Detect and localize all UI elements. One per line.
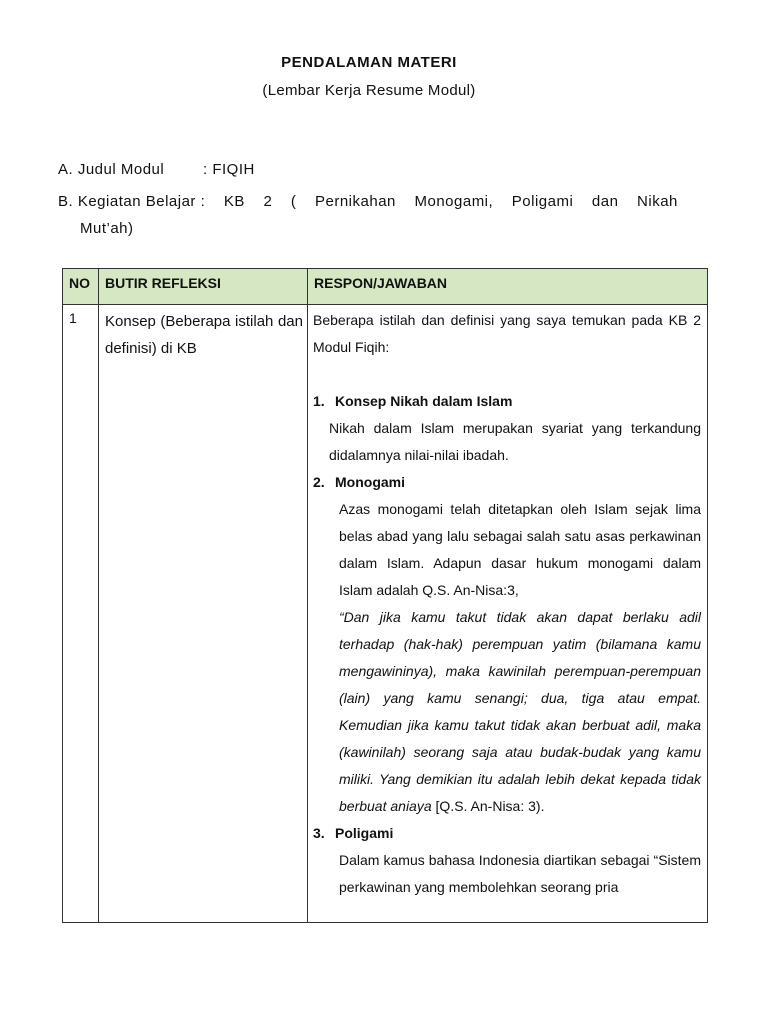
learning-activity-word: ( <box>290 193 297 210</box>
learning-activity-word: dan <box>591 193 619 210</box>
table-header-row <box>63 269 708 305</box>
learning-activity-line <box>58 188 678 242</box>
section-heading <box>313 820 701 847</box>
response-cell <box>308 305 708 923</box>
section-heading <box>313 469 701 496</box>
section-text: Nikah dalam Islam merupakan syariat yang terkandung didalamnya nilai-nilai ibadah. <box>329 420 701 463</box>
learning-activity-word: KB <box>223 193 245 210</box>
learning-activity-word: 2 <box>263 193 273 210</box>
reflection-item: Konsep (Beberapa istilah dan definisi) di KB <box>99 305 308 923</box>
learning-activity-word: Poligami <box>511 193 574 210</box>
learning-activity-label: B. Kegiatan Belajar : <box>58 193 206 210</box>
header-no: NO <box>63 269 99 305</box>
header-butir-refleksi: BUTIR REFLEKSI <box>99 269 308 305</box>
section-title: Poligami <box>335 825 394 841</box>
module-title-line <box>58 161 255 178</box>
learning-activity-word: Monogami, <box>414 193 494 210</box>
learning-activity-continuation: Mut’ah) <box>80 220 134 237</box>
row-number: 1 <box>63 305 99 923</box>
section-text: Dalam kamus bahasa Indonesia diartikan sebagai “Sistem perkawinan yang membolehkan seorang pria <box>339 852 701 895</box>
response-intro: Beberapa istilah dan definisi yang saya temukan pada KB 2 Modul Fiqih: <box>313 312 701 355</box>
document-title: PENDALAMAN MATERI <box>281 54 457 71</box>
learning-activity-word: Nikah <box>637 193 678 210</box>
module-title-label: A. Judul Modul <box>58 161 165 178</box>
section-title: Konsep Nikah dalam Islam <box>335 393 513 409</box>
section-heading <box>313 388 701 415</box>
quran-quote: “Dan jika kamu takut tidak akan dapat berlaku adil terhadap (hak-hak) perempuan yatim (bilamana kamu mengawininya), maka kawinilah perempuan-perempuan (lain) yang kamu senangi; dua, tiga atau empat. Kemudian jika kamu takut tidak akan berbuat adil, maka (kawinilah) seorang saja atau budak-budak yang kamu miliki. Yang demikian itu adalah lebih dekat kepada tidak berbuat aniaya <box>339 609 701 814</box>
document-subtitle: (Lembar Kerja Resume Modul) <box>262 82 476 99</box>
section-title: Monogami <box>335 474 405 490</box>
section-number: 1. <box>313 393 325 409</box>
section-text: Azas monogami telah ditetapkan oleh Islam sejak lima belas abad yang lalu sebagai salah satu asas perkawinan dalam Islam. Adapun dasar hukum monogami dalam Islam adalah Q.S. An-Nisa:3, <box>339 501 701 598</box>
table-row <box>63 305 708 923</box>
section-number: 3. <box>313 825 325 841</box>
module-title-value: : FIQIH <box>203 161 255 178</box>
section-number: 2. <box>313 474 325 490</box>
learning-activity-word: Pernikahan <box>315 193 396 210</box>
reflection-table <box>62 268 708 923</box>
quote-reference: [Q.S. An-Nisa: 3). <box>431 798 545 814</box>
section-quote <box>313 604 701 820</box>
header-respon-jawaban: RESPON/JAWABAN <box>308 269 708 305</box>
